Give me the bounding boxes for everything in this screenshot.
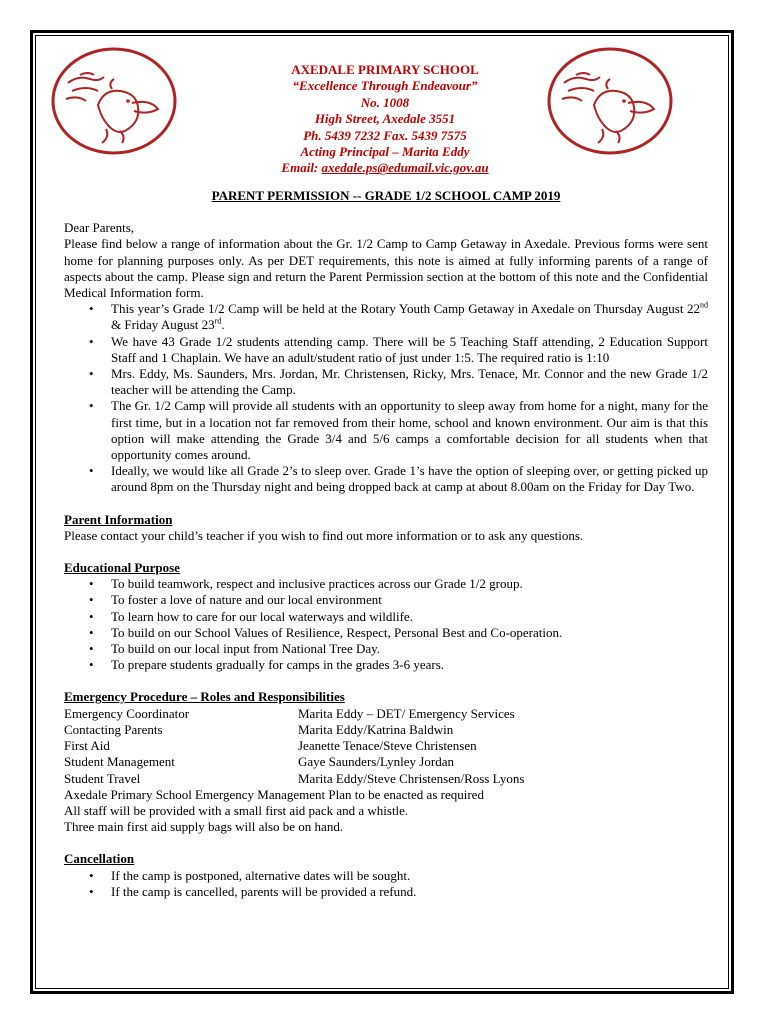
emergency-heading: Emergency Procedure – Roles and Responsibilities	[64, 689, 345, 705]
list-item: • Mrs. Eddy, Ms. Saunders, Mrs. Jordan, Mr. Christensen, Ricky, Mrs. Tenace, Mr. Connor and the new Grade 1/2 teacher will be attending the Camp.	[111, 366, 708, 398]
list-item: • To prepare students gradually for camps in the grades 3-6 years.	[111, 657, 708, 673]
emergency-role-row	[64, 754, 708, 770]
greeting: Dear Parents,	[64, 220, 135, 236]
school-email-line	[180, 160, 590, 176]
list-item: • The Gr. 1/2 Camp will provide all students with an opportunity to sleep away from home for a night, many for the first time, but in a location not far removed from their home, school and known environment. Our aim is that this option will make attending the Grade 3/4 and 5/6 camps a comfortable decision for all students when that opportunity comes around.	[111, 398, 708, 463]
school-number: No. 1008	[360, 94, 410, 110]
role-name: Emergency Coordinator	[64, 705, 190, 721]
intro-paragraph: Please find below a range of information about the Gr. 1/2 Camp to Camp Getaway in Axedale. Previous forms were sent home for planning purposes only. As per DET requirements, this note is aimed at fully informing parents of a range of aspects about the camp. Please sign and return the Parent Permission section at the bottom of this note and the Confidential Medical Information form.	[64, 236, 708, 301]
school-address: High Street, Axedale 3551	[314, 111, 456, 127]
parent-info-text: Please contact your child’s teacher if you wish to find out more information or to ask any questions.	[64, 527, 584, 543]
list-item: • If the camp is cancelled, parents will be provided a refund.	[111, 884, 708, 900]
list-item: • To build teamwork, respect and inclusive practices across our Grade 1/2 group.	[111, 576, 708, 592]
role-name: Contacting Parents	[64, 721, 163, 737]
role-name: Student Management	[64, 754, 175, 770]
list-item: • This year’s Grade 1/2 Camp will be held at the Rotary Youth Camp Getaway in Axedale on Thursday August 22nd & Friday August 23rd.	[111, 301, 708, 333]
emergency-role-row	[64, 722, 708, 738]
email-label: Email:	[281, 160, 322, 176]
cancellation-heading: Cancellation	[64, 851, 135, 867]
platypus-logo-icon	[50, 45, 178, 157]
list-item: • Ideally, we would like all Grade 2’s to sleep over. Grade 1’s have the option of sleeping over, or getting picked up around 8pm on the Thursday night and being dropped back at camp at about 8.00am on the Friday for Day Two.	[111, 463, 708, 495]
list-item: • To foster a love of nature and our local environment	[111, 592, 708, 608]
parent-info-heading: Parent Information	[64, 511, 173, 527]
role-person: Gaye Saunders/Lynley Jordan	[298, 754, 454, 770]
list-item: • To build on our local input from National Tree Day.	[111, 641, 708, 657]
cancellation-list	[64, 868, 708, 900]
list-item: • We have 43 Grade 1/2 students attending camp. There will be 5 Teaching Staff attending, 2 Education Support Staff and 1 Chaplain. We have an adult/student ratio of just under 1:5. The required ratio is 1:10	[111, 334, 708, 366]
role-name: First Aid	[64, 738, 110, 754]
role-person: Jeanette Tenace/Steve Christensen	[298, 738, 477, 754]
page-title: PARENT PERMISSION -- GRADE 1/2 SCHOOL CAMP 2019	[211, 188, 561, 203]
emergency-role-row	[64, 771, 708, 787]
emergency-supply-line: Three main first aid supply bags will also be on hand.	[64, 819, 344, 835]
school-principal: Acting Principal – Marita Eddy	[300, 144, 470, 160]
role-name: Student Travel	[64, 770, 141, 786]
emergency-plan-line: Axedale Primary School Emergency Management Plan to be enacted as required	[64, 786, 484, 802]
list-item: • To build on our School Values of Resilience, Respect, Personal Best and Co-operation.	[111, 625, 708, 641]
emergency-role-row	[64, 738, 708, 754]
camp-info-list	[64, 301, 708, 495]
emergency-role-row	[64, 706, 708, 722]
edu-purpose-heading: Educational Purpose	[64, 560, 180, 576]
letter-body	[64, 188, 708, 900]
school-motto: “Excellence Through Endeavour”	[292, 78, 478, 94]
list-item: • To learn how to care for our local waterways and wildlife.	[111, 609, 708, 625]
role-person: Marita Eddy/Katrina Baldwin	[298, 721, 454, 737]
school-phone: Ph. 5439 7232 Fax. 5439 7575	[303, 127, 467, 143]
letterhead	[180, 62, 590, 177]
edu-purpose-list	[64, 576, 708, 673]
role-person: Marita Eddy/Steve Christensen/Ross Lyons	[298, 770, 525, 786]
school-name: AXEDALE PRIMARY SCHOOL	[291, 62, 479, 77]
list-item: • If the camp is postponed, alternative dates will be sought.	[111, 868, 708, 884]
emergency-staff-line: All staff will be provided with a small first aid pack and a whistle.	[64, 802, 409, 818]
role-person: Marita Eddy – DET/ Emergency Services	[298, 705, 515, 721]
email-link[interactable]: axedale.ps@edumail.vic.gov.au	[321, 160, 489, 176]
